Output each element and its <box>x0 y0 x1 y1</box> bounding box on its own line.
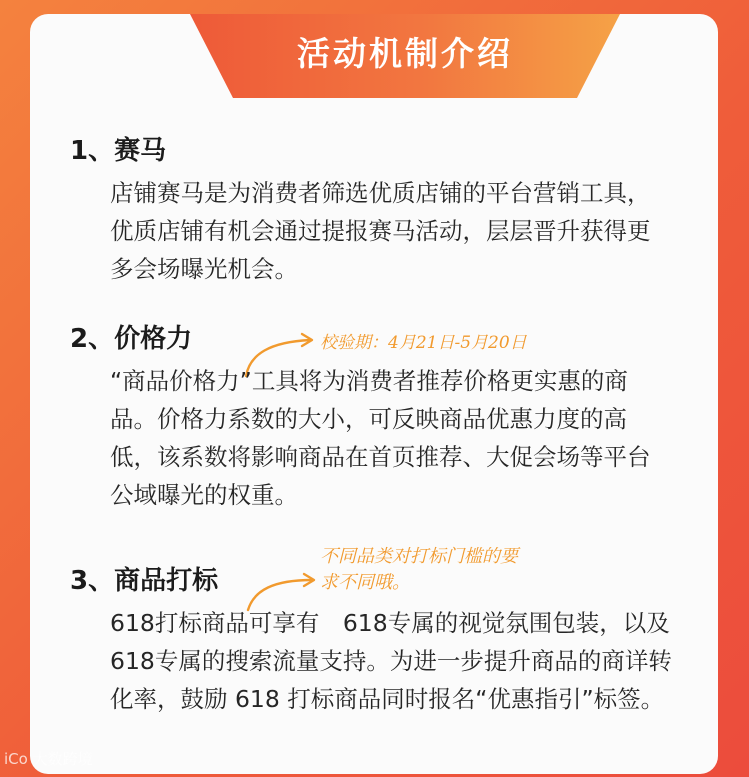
paragraph-line: 公域曝光的权重。 <box>110 481 298 509</box>
paragraph-line: 店铺赛马是为消费者筛选优质店铺的平台营销工具， <box>110 179 651 207</box>
category-threshold-note <box>320 544 518 596</box>
paragraph-line: 优质店铺有机会通过提报赛马活动，层层晋升获得更 <box>110 217 651 245</box>
section-heading-3: 3、商品打标 <box>70 566 219 596</box>
section-paragraph-3 <box>110 604 700 718</box>
paragraph-line: 低，该系数将影响商品在首页推荐、大促会场等平台 <box>110 443 651 471</box>
note-line: 求不同哦。 <box>320 572 410 593</box>
section-paragraph-1 <box>110 174 700 288</box>
paragraph-line: 多会场曝光机会。 <box>110 255 298 283</box>
banner-title: 活动机制介绍 <box>297 34 513 73</box>
paragraph-line: 618打标商品可享有 618专属的视觉氛围包装，以及 <box>110 609 670 637</box>
watermark: iCo 大数跨境 <box>4 750 93 768</box>
content-card <box>30 14 718 774</box>
section-heading-1: 1、赛马 <box>70 136 167 166</box>
note-line: 不同品类对打标门槛的要 <box>320 546 518 567</box>
verification-period-note: 校验期：4月21日-5月20日 <box>320 333 527 353</box>
section-paragraph-2 <box>110 362 700 514</box>
section-heading-2: 2、价格力 <box>70 324 193 354</box>
paragraph-line: “商品价格力”工具将为消费者推荐价格更实惠的商 <box>110 367 628 395</box>
paragraph-line: 品。价格力系数的大小，可反映商品优惠力度的高 <box>110 405 627 433</box>
paragraph-line: 618专属的搜索流量支持。为进一步提升商品的商详转 <box>110 647 672 675</box>
paragraph-line: 化率，鼓励 618 打标商品同时报名“优惠指引”标签。 <box>110 685 665 713</box>
